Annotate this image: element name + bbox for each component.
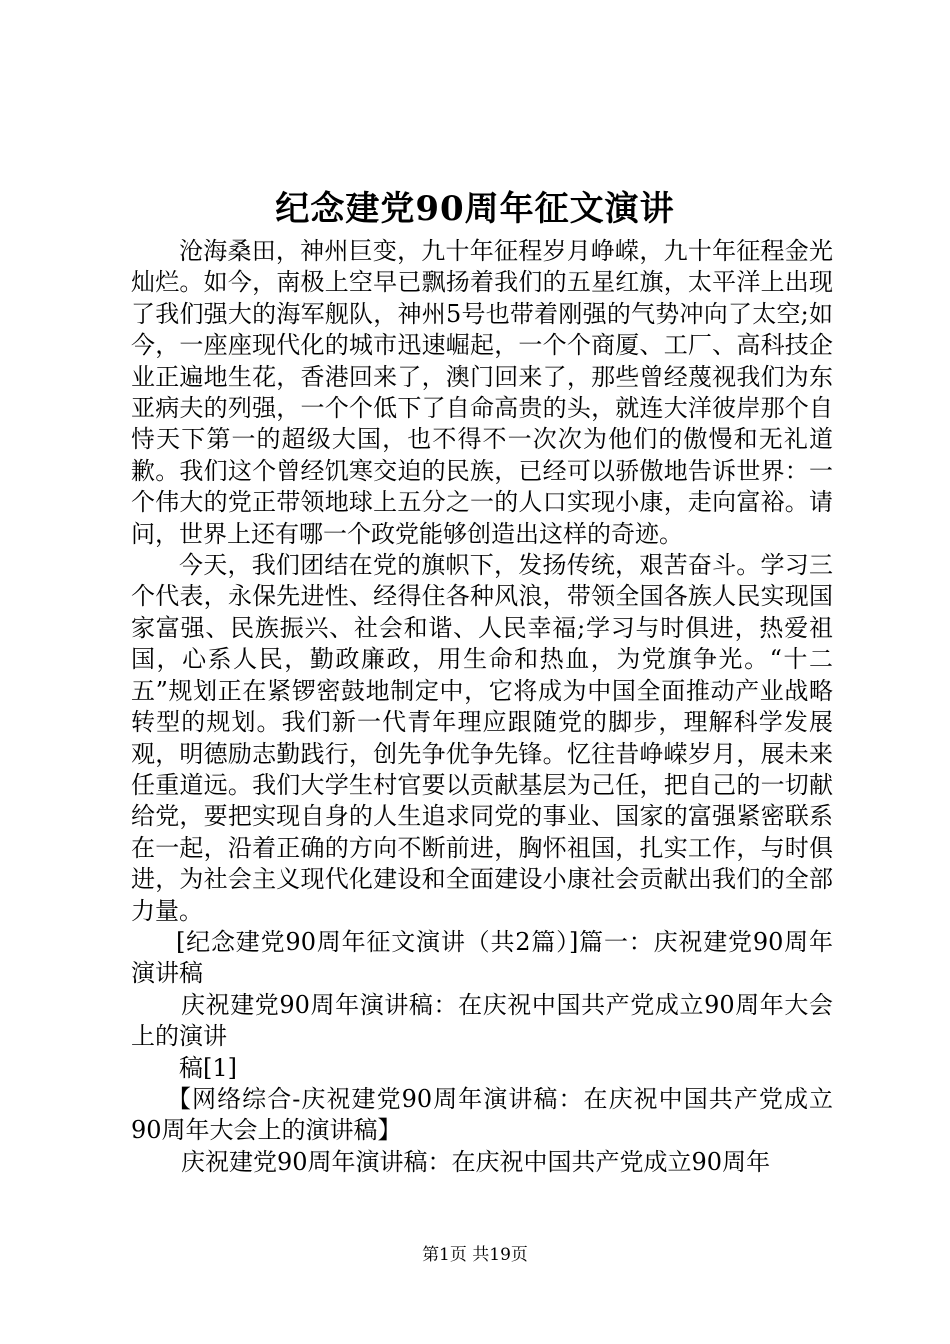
paragraph-3: [纪念建党90周年征文演讲（共2篇）]篇一：庆祝建党90周年演讲稿 bbox=[131, 927, 833, 988]
paragraph-2: 今天，我们团结在党的旗帜下，发扬传统，艰苦奋斗。学习三个代表，永保先进性、经得住各种风浪，带领全国各族人民实现国家富强、民族振兴、社会和谐、人民幸福;学习与时俱进，热爱祖国，心系人民，勤政廉政，用生命和热血，为党旗争光。“十二五”规划正在紧锣密鼓地制定中，它将成为中国全面推动产业战略转型的规划。我们新一代青年理应跟随党的脚步，理解科学发展观，明德励志勤践行，创先争优争先锋。忆往昔峥嵘岁月，展未来任重道远。我们大学生村官要以贡献基层为己任，把自己的一切献给党，要把实现自身的人生追求同党的事业、国家的富强紧密联系在一起，沿着正确的方向不断前进，胸怀祖国，扎实工作，与时俱进，为社会主义现代化建设和全面建设小康社会贡献出我们的全部力量。 bbox=[131, 551, 833, 925]
paragraph-4: 庆祝建党90周年演讲稿：在庆祝中国共产党成立90周年大会上的演讲 bbox=[131, 990, 833, 1051]
paragraph-6: 【网络综合-庆祝建党90周年演讲稿：在庆祝中国共产党成立90周年大会上的演讲稿】 bbox=[131, 1084, 833, 1145]
document-body bbox=[131, 236, 833, 1178]
paragraph-1: 沧海桑田，神州巨变，九十年征程岁月峥嵘，九十年征程金光灿烂。如今，南极上空早已飘扬着我们的五星红旗，太平洋上出现了我们强大的海军舰队，神州5号也带着刚强的气势冲向了太空;如今，一座座现代化的城市迅速崛起，一个个商厦、工厂、高科技企业正遍地生花，香港回来了，澳门回来了，那些曾经蔑视我们为东亚病夫的列强，一个个低下了自命高贵的头，就连大洋彼岸那个自恃天下第一的超级大国，也不得不一次次为他们的傲慢和无礼道歉。我们这个曾经饥寒交迫的民族，已经可以骄傲地告诉世界：一个伟大的党正带领地球上五分之一的人口实现小康，走向富裕。请问，世界上还有哪一个政党能够创造出这样的奇迹。 bbox=[131, 237, 833, 548]
paragraph-5: 稿[1] bbox=[179, 1053, 237, 1082]
page-footer: 第1页 共19页 bbox=[422, 1245, 528, 1265]
paragraph-7: 庆祝建党90周年演讲稿：在庆祝中国共产党成立90周年 bbox=[181, 1147, 771, 1176]
document-title: 纪念建党90周年征文演讲 bbox=[275, 189, 675, 229]
